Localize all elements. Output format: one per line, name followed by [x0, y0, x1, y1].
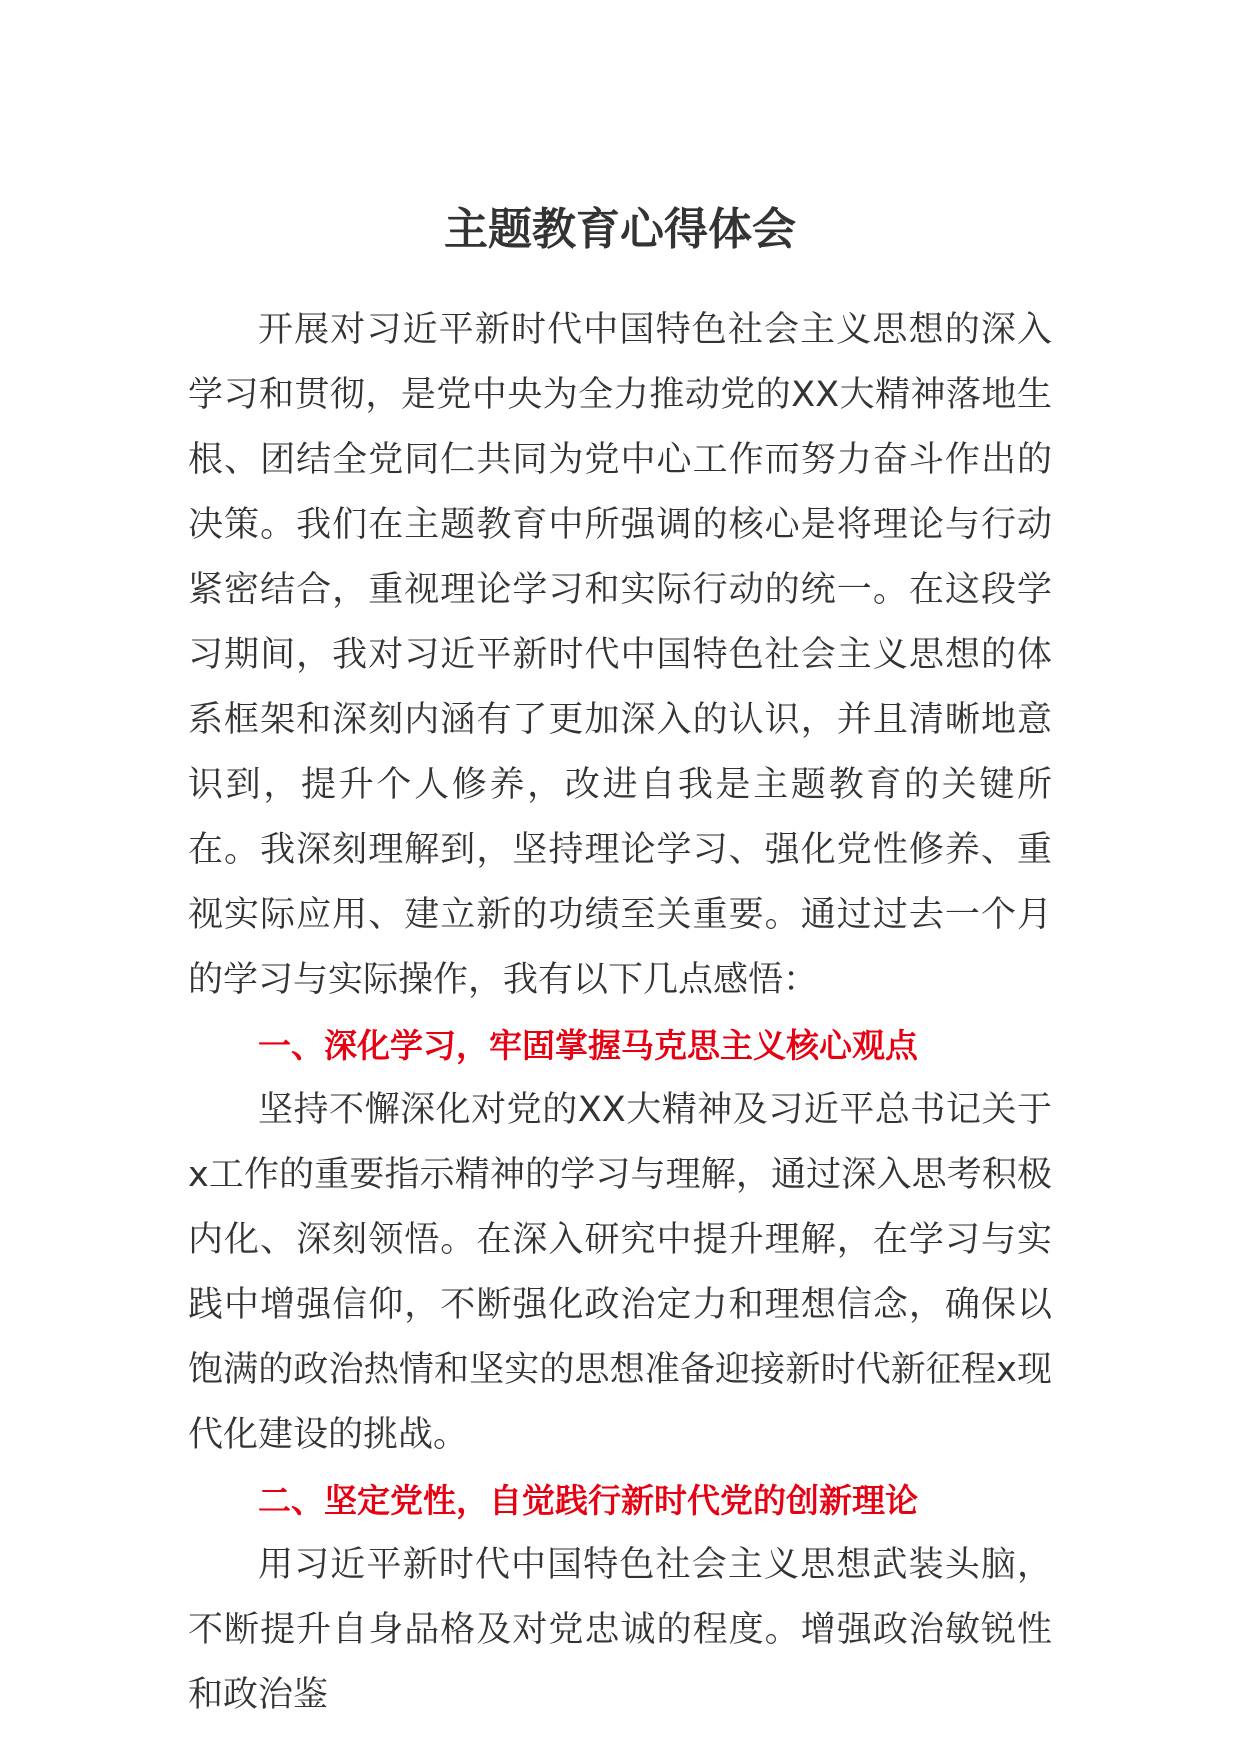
- paragraph-section-2: 用习近平新时代中国特色社会主义思想武装头脑，不断提升自身品格及对党忠诚的程度。增强政治敏锐性和政治鉴: [188, 1545, 1052, 1715]
- section-heading-2: 二、坚定党性，自觉践行新时代党的创新理论: [258, 1481, 918, 1520]
- paragraph-intro: 开展对习近平新时代中国特色社会主义思想的深入学习和贯彻，是党中央为全力推动党的XX大精神落地生根、团结全党同仁共同为党中心工作而努力奋斗作出的决策。我们在主题教育中所强调的核心是将理论与行动紧密结合，重视理论学习和实际行动的统一。在这段学习期间，我对习近平新时代中国特色社会主义思想的体系框架和深刻内涵有了更加深入的认识，并且清晰地意识到，提升个人修养，改进自我是主题教育的关键所在。我深刻理解到，坚持理论学习、强化党性修养、重视实际应用、建立新的功绩至关重要。通过过去一个月的学习与实际操作，我有以下几点感悟：: [188, 310, 1052, 1000]
- section-heading-1: 一、深化学习，牢固掌握马克思主义核心观点: [258, 1026, 918, 1065]
- document-title: 主题教育心得体会: [444, 204, 796, 255]
- paragraph-section-1: 坚持不懈深化对党的XX大精神及习近平总书记关于x工作的重要指示精神的学习与理解，通过深入思考积极内化、深刻领悟。在深入研究中提升理解，在学习与实践中增强信仰，不断强化政治定力和理想信念，确保以饱满的政治热情和坚实的思想准备迎接新时代新征程x现代化建设的挑战。: [188, 1090, 1052, 1455]
- document-body: [188, 298, 1052, 1728]
